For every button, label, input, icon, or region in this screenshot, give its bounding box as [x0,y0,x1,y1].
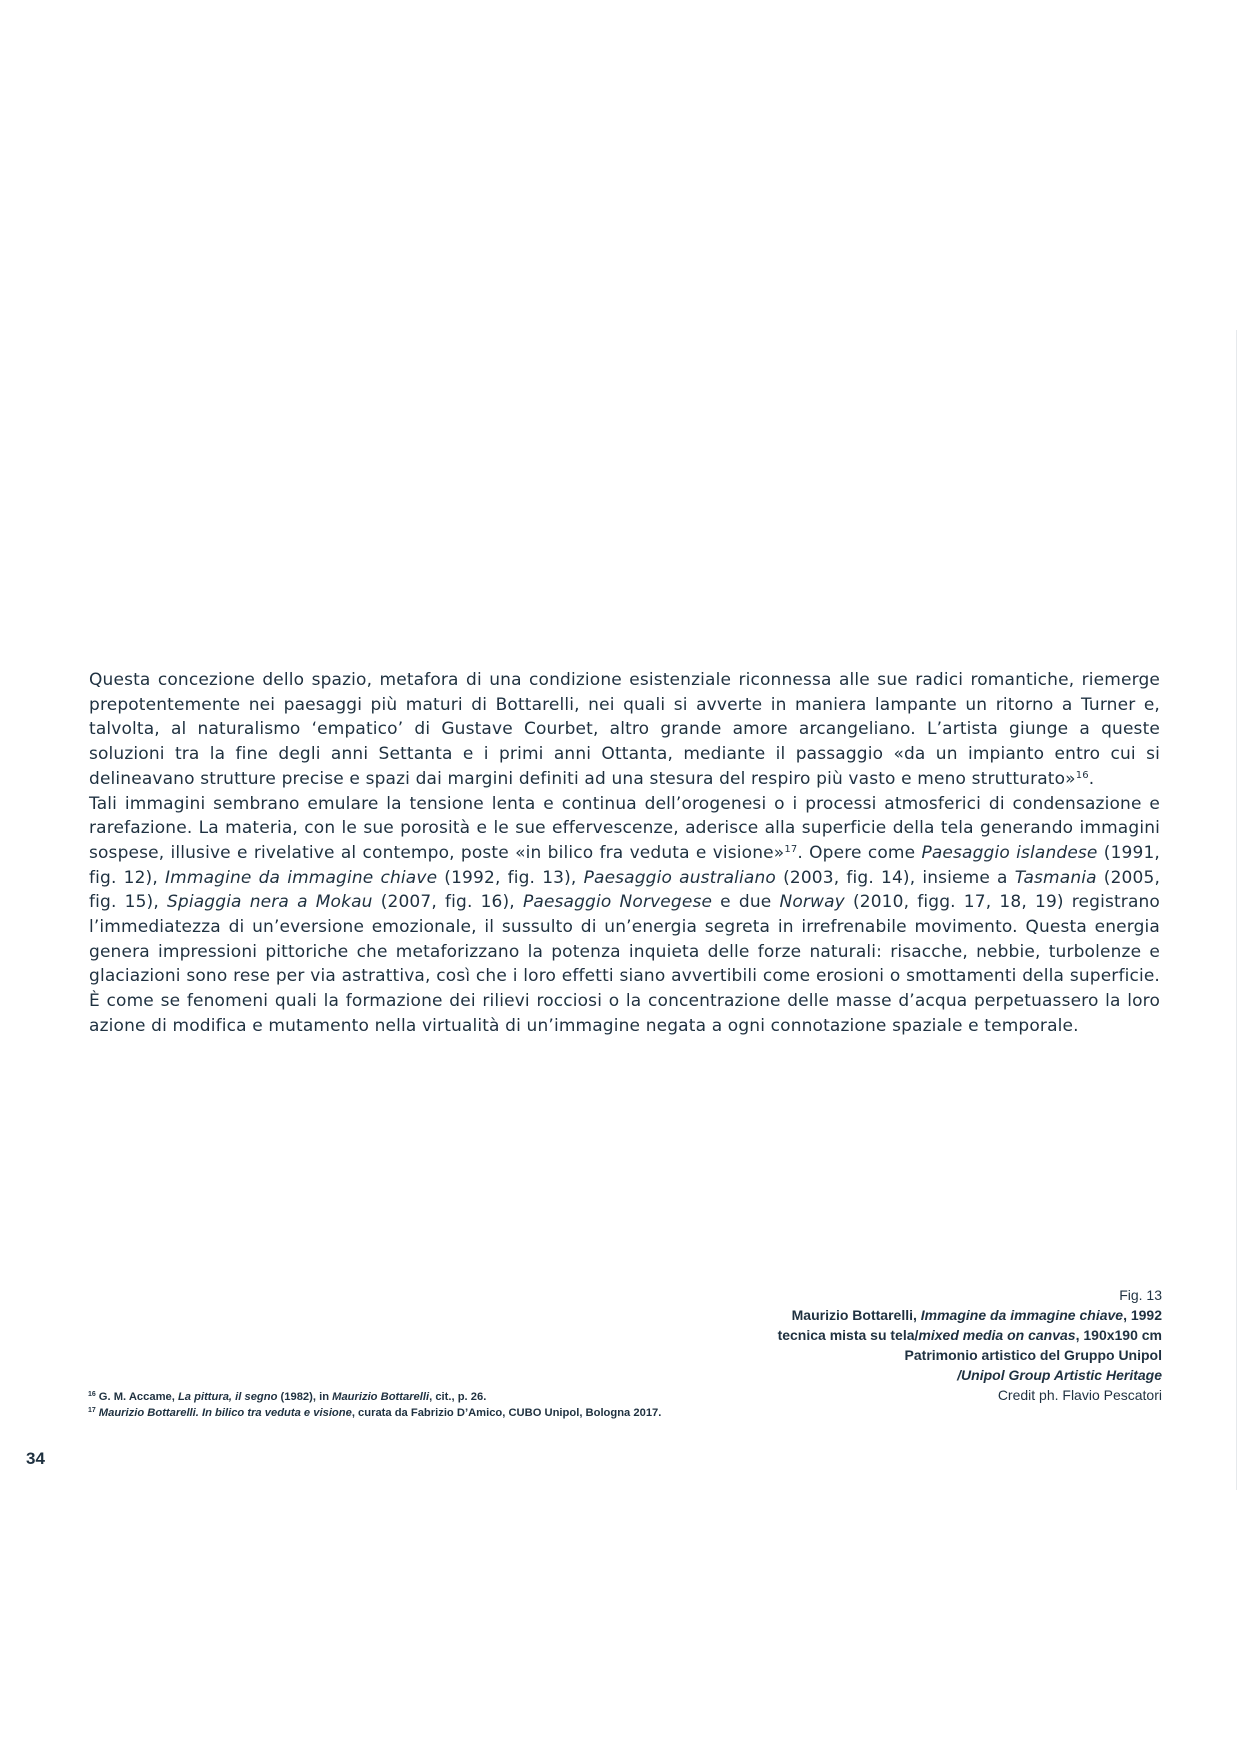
caption-technique-en: mixed media on canvas [918,1327,1076,1343]
paragraph-2-text: (1992, fig. 13), [437,867,584,888]
paragraph-2-text: e due [712,892,780,913]
footnote-16 [88,1389,788,1405]
paragraph-2-text: (2007, fig. 16), [372,892,523,913]
caption-technique: tecnica mista su tela/ [777,1327,919,1343]
artwork-title: Spiaggia nera a Mokau [166,892,373,913]
footnote-title: Maurizio Bottarelli [332,1391,430,1403]
caption-heritage-en [642,1365,1162,1385]
paragraph-2-text: (2003, fig. 14), insieme a [775,867,1015,888]
caption-credit: Credit ph. Flavio Pescatori [997,1387,1162,1403]
artwork-title: Immagine da immagine chiave [164,867,438,888]
paragraph-2-text: . Opere come [797,842,922,863]
paragraph-2 [89,792,1160,1039]
paragraph-2-text: Tali immagini sembrano emulare la tensione lenta e continua dell’orogenesi o i processi atmosferici di condensazione e rarefazione. La materia, con le sue porosità e le sue effervescenze, aderisce alla superficie della tela generando immagini sospese, illusive e rivelative al contempo, poste «in bilico fra veduta e visione» [89,793,1160,863]
caption-artwork-line [642,1305,1162,1325]
footnotes [88,1389,788,1421]
caption-year: , 1992 [1123,1307,1162,1323]
footnote-number: 16 [88,1391,96,1398]
page-number: 34 [26,1449,45,1468]
paragraph-1-text: Questa concezione dello spazio, metafora di una condizione esistenziale riconnessa alle sue radici romantiche, riemerge prepotentemente nei paesaggi più maturi di Bottarelli, nei quali si avverte in maniera lampante un ritorno a Turner e, talvolta, al naturalismo ‘empatico’ di Gustave Courbet, altro grande amore arcangeliano. L’artista giunge a queste soluzioni tra la fine degli anni Settanta e i primi anni Ottanta, mediante il passaggio «da un impianto entro cui si delineavano strutture precise e spazi dai margini definiti ad una stesura del respiro più vasto e meno strutturato» [89,670,1160,789]
paragraph-2-text: (2010, figg. 17, 18, 19) registrano l’immediatezza di un’eversione emozionale, il sussulto di un’energia segreta in irrefrenabile movimento. Questa energia genera impressioni pittoriche che metaforizzano la potenza inquieta delle forze naturali: risacche, nebbie, turbolenze e glaciazioni sono rese per via astrattiva, così che i loro effetti siano avvertibili come erosioni o smottamenti della superficie. È come se fenomeni quali la formazione dei rilievi rocciosi o la concentrazione delle masse d’acqua perpetuassero la loro azione di modifica e mutamento nella virtualità di un’immagine negata a ogni connotazione spaziale e temporale. [89,892,1160,1036]
footnote-title: La pittura, il segno [177,1391,278,1403]
artwork-title: Paesaggio Norvegese [522,892,713,913]
caption-technique-line [642,1325,1162,1345]
artwork-title: Paesaggio australiano [583,867,776,888]
caption-heritage-en-text: /Unipol Group Artistic Heritage [957,1367,1162,1383]
footnote-text: G. M. Accame, [98,1391,178,1403]
artwork-title: Norway [779,892,845,913]
paragraph-1 [89,668,1160,792]
paragraph-1-end: . [1088,768,1095,789]
artwork-title: Paesaggio islandese [921,842,1098,863]
page-edge-line [1236,330,1237,1490]
figure-label: Fig. 13 [1119,1287,1162,1303]
body-text [89,668,1160,1039]
caption-title: Immagine da immagine chiave [920,1307,1124,1323]
figure-caption [642,1285,1162,1405]
footnote-title: Maurizio Bottarelli. In bilico tra veduta e visione [98,1407,352,1419]
footnote-text: (1982), in [277,1391,333,1403]
paragraph-2-text: (2005, fig. 15), [89,867,1161,913]
footnote-17 [88,1405,788,1421]
caption-heritage: Patrimonio artistico del Gruppo Unipol [904,1347,1162,1363]
footnote-text: , curata da Fabrizio D’Amico, CUBO Unipol, Bologna 2017. [351,1407,662,1419]
caption-artist: Maurizio Bottarelli, [791,1307,921,1323]
paragraph-2-text: (1991, fig. 12), [89,842,1160,888]
footnote-number: 17 [88,1407,96,1414]
footnote-text: , cit., p. 26. [429,1391,487,1403]
artwork-title: Tasmania [1014,867,1097,888]
footnote-ref-16[interactable]: 16 [1075,769,1089,781]
caption-size: , 190x190 cm [1075,1327,1162,1343]
footnote-ref-17[interactable]: 17 [784,843,798,855]
